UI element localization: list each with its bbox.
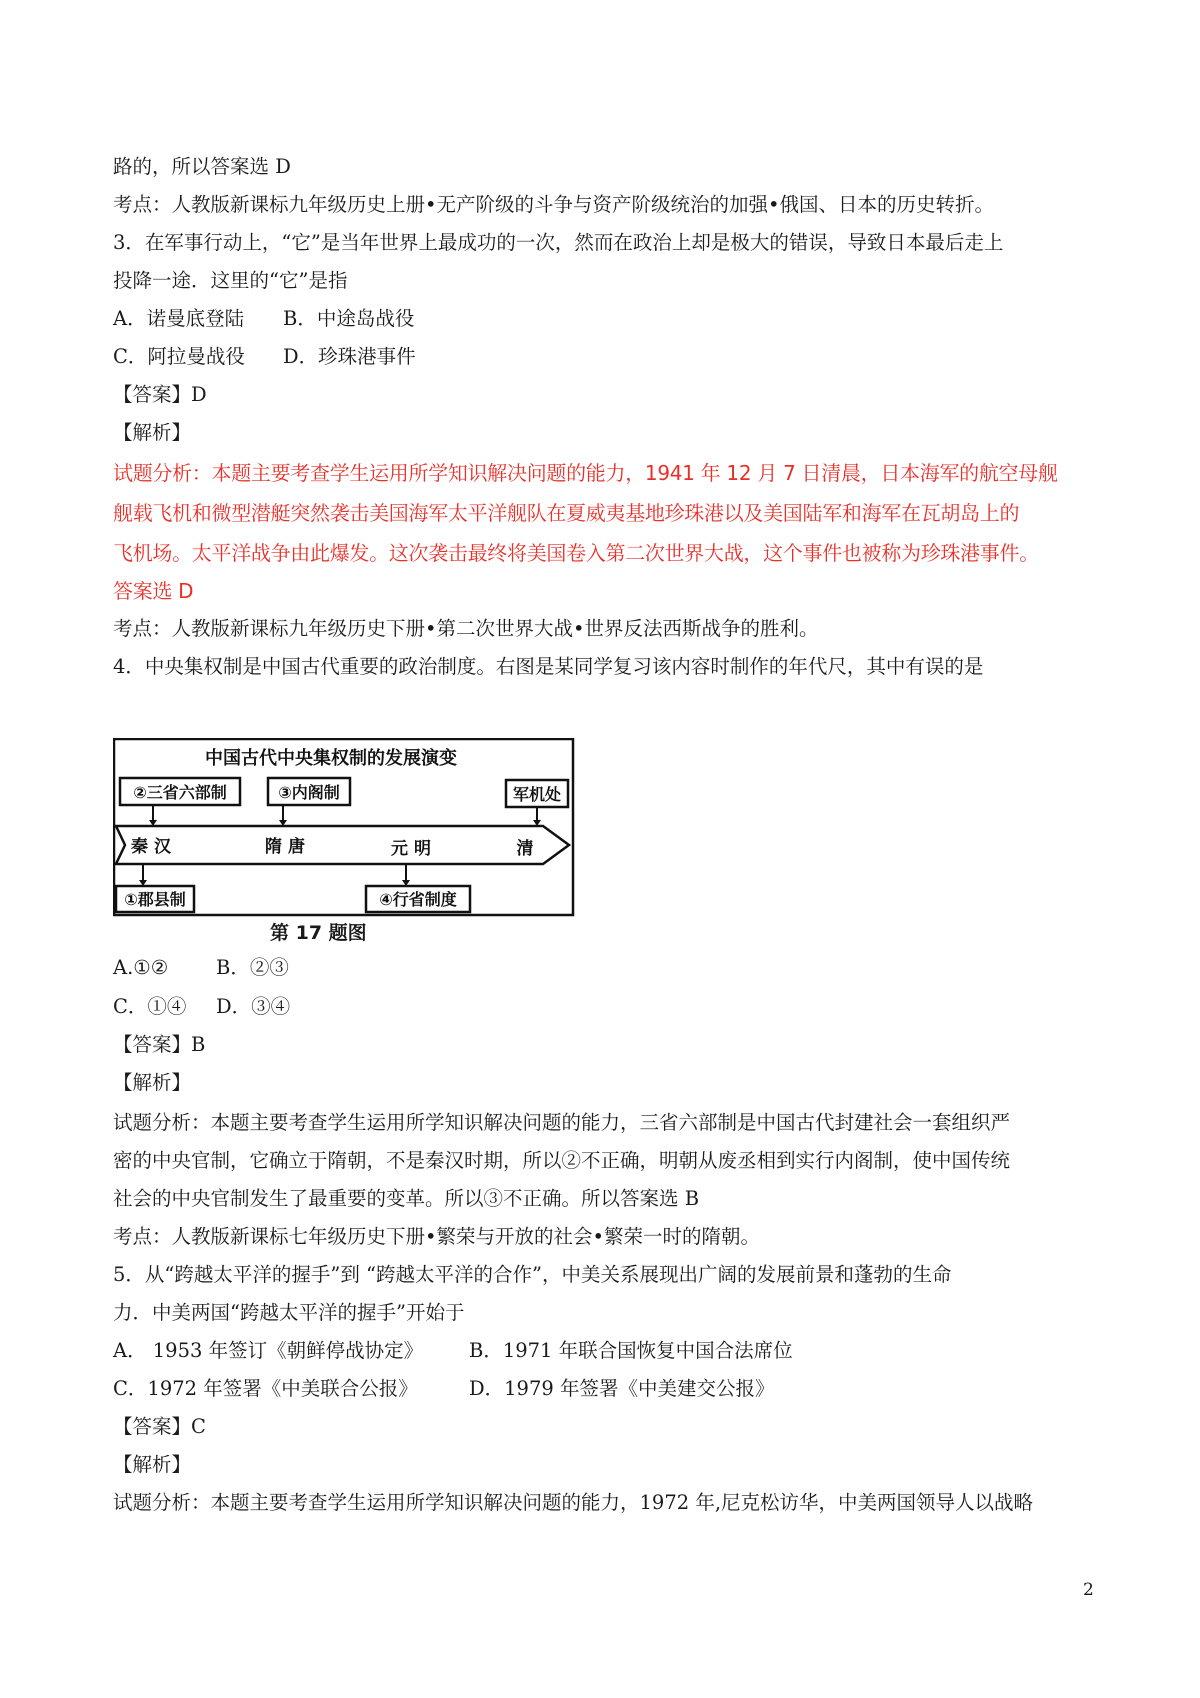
era-qin-han: 秦 汉 <box>131 837 171 857</box>
option-d: D．1979 年签署《中美建交公报》 <box>469 1377 775 1400</box>
analysis-red-text: 飞机场。太平洋战争由此爆发。这次袭击最终将美国卷入第二次世界大战，这个事件也被称为珍珠港事件。 <box>113 541 1039 565</box>
knowledge-point: 考点：人教版新课标七年级历史下册•繁荣与开放的社会•繁荣一时的隋朝。 <box>113 1225 761 1248</box>
option-a: A． 1953 年签订《朝鲜停战协定》 <box>113 1339 424 1362</box>
question-3-options-row2 <box>113 344 416 370</box>
question-5-options-row2 <box>113 1376 774 1402</box>
figure-title: 中国古代中央集权制的发展演变 <box>205 748 457 769</box>
era-yuan-ming: 元 明 <box>391 839 431 859</box>
option-d: D．珍珠港事件 <box>283 345 416 368</box>
question-5-stem: 力．中美两国“跨越太平洋的握手”开始于 <box>113 1301 465 1324</box>
option-b: B．中途岛战役 <box>283 307 415 330</box>
analysis-red-text: 答案选 D <box>113 579 194 603</box>
analysis-text: 试题分析：本题主要考查学生运用所学知识解决问题的能力，三省六部制是中国古代封建社会一套组织严 <box>113 1111 1011 1134</box>
analysis-text: 社会的中央官制发生了最重要的变革。所以③不正确。所以答案选 B <box>113 1187 700 1210</box>
timeline-figure <box>113 738 575 918</box>
analysis-label: 【解析】 <box>113 1453 192 1476</box>
knowledge-point: 考点：人教版新课标九年级历史下册•第二次世界大战•世界反法西斯战争的胜利。 <box>113 617 819 640</box>
analysis-red-text: 试题分析：本题主要考查学生运用所学知识解决问题的能力，1941 年 12 月 7 日清晨，日本海军的航空母舰 <box>113 461 1058 485</box>
box-province-label: ④行省制度 <box>379 890 457 909</box>
option-b: B．1971 年联合国恢复中国合法席位 <box>469 1339 793 1362</box>
box-cabinet-label: ③内阁制 <box>278 783 340 802</box>
question-4-stem: 4．中央集权制是中国古代重要的政治制度。右图是某同学复习该内容时制作的年代尺，其中有误的是 <box>113 655 984 678</box>
question-3-stem: 投降一途．这里的“它”是指 <box>113 269 348 292</box>
option-a: A．诺曼底登陆 <box>113 307 245 330</box>
question-3-stem: 3．在军事行动上，“它”是当年世界上最成功的一次，然而在政治上却是极大的错误，导致日本最后走上 <box>113 231 1004 254</box>
text-line: 考点：人教版新课标九年级历史上册•无产阶级的斗争与资产阶级统治的加强•俄国、日本的历史转折。 <box>113 193 995 216</box>
answer-label: 【答案】C <box>113 1415 206 1438</box>
text-line: 路的，所以答案选 D <box>113 155 291 178</box>
era-sui-tang: 隋 唐 <box>265 837 305 857</box>
box-grand-council-label: 军机处 <box>512 785 562 804</box>
analysis-text: 试题分析：本题主要考查学生运用所学知识解决问题的能力，1972 年,尼克松访华，中美两国领导人以战略 <box>113 1491 1034 1514</box>
analysis-label: 【解析】 <box>113 421 192 444</box>
analysis-text: 密的中央官制，它确立于隋朝，不是秦汉时期，所以②不正确，明朝从废丞相到实行内阁制，使中国传统 <box>113 1149 1011 1172</box>
question-5-options-row1 <box>113 1338 793 1364</box>
answer-label: 【答案】D <box>113 383 207 406</box>
option-c: C．1972 年签署《中美联合公报》 <box>113 1377 418 1400</box>
timeline-diagram <box>113 738 575 918</box>
option-d: D．③④ <box>216 995 291 1018</box>
page-number: 2 <box>1083 1580 1094 1600</box>
option-a: A.①② <box>113 956 169 979</box>
question-3-options-row1 <box>113 306 414 332</box>
option-b: B．②③ <box>216 956 289 979</box>
question-4-options-row2 <box>113 994 290 1020</box>
era-qing: 清 <box>516 839 534 859</box>
answer-label: 【答案】B <box>113 1033 206 1056</box>
figure-caption: 第 17 题图 <box>270 922 367 944</box>
question-4-options-row1 <box>113 955 289 981</box>
option-c: C．①④ <box>113 995 187 1018</box>
analysis-label: 【解析】 <box>113 1071 192 1094</box>
option-c: C．阿拉曼战役 <box>113 345 245 368</box>
analysis-red-text: 舰载飞机和微型潜艇突然袭击美国海军太平洋舰队在夏威夷基地珍珠港以及美国陆军和海军在瓦胡岛上的 <box>113 501 1020 525</box>
question-5-stem: 5．从“跨越太平洋的握手”到 “跨越太平洋的合作”，中美关系展现出广阔的发展前景和蓬勃的生命 <box>113 1263 952 1286</box>
box-three-departments-label: ②三省六部制 <box>133 783 227 802</box>
box-commandery-label: ①郡县制 <box>124 890 186 909</box>
